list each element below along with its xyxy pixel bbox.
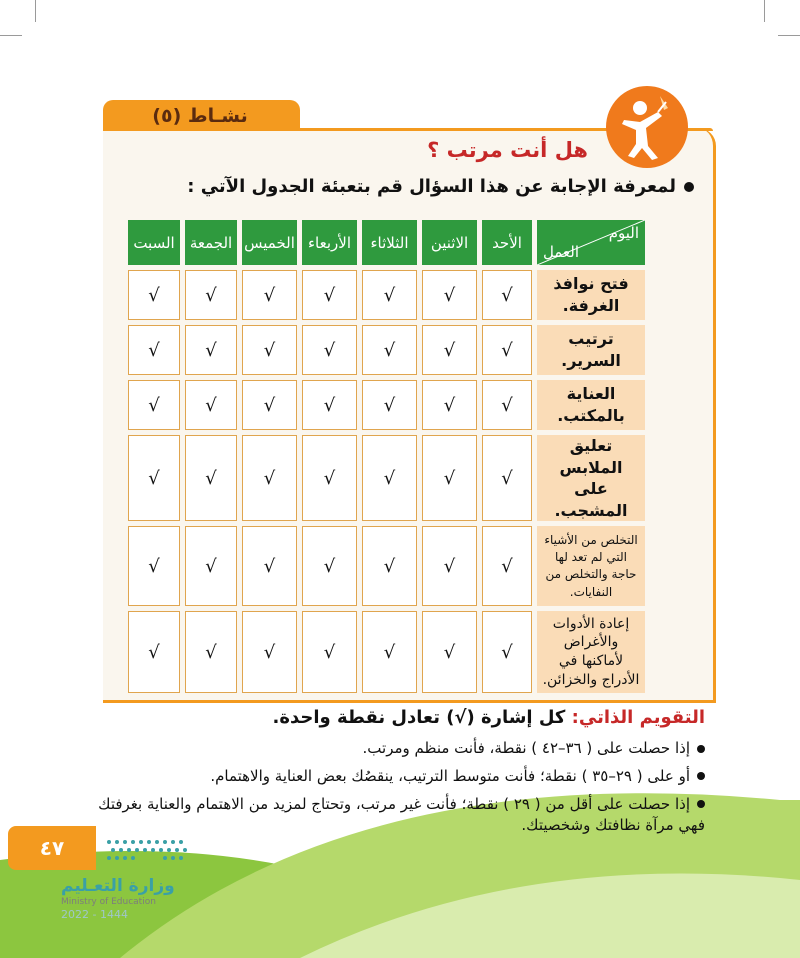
list-item-text: إذا حصلت على أقل من ( ٢٩ ) نقطة؛ فأنت غير مرتب، وتحتاج لمزيد من الاهتمام والعناية بغرفتك فهي مرآة نظافتك وشخصيتك. [98, 794, 705, 835]
ministry-logo-english: Ministry of Education [61, 897, 156, 907]
check-cell[interactable]: √ [362, 325, 417, 375]
check-cell[interactable]: √ [242, 380, 297, 430]
check-cell[interactable]: √ [185, 270, 237, 320]
table-row [128, 526, 645, 606]
self-evaluation-heading [273, 707, 705, 728]
day-header: الثلاثاء [362, 220, 417, 265]
check-cell[interactable]: √ [362, 435, 417, 521]
check-cell[interactable]: √ [482, 325, 532, 375]
day-header: الأربعاء [302, 220, 357, 265]
check-cell[interactable]: √ [128, 435, 180, 521]
self-evaluation-title: التقويم الذاتي: [571, 707, 705, 728]
check-cell[interactable]: √ [482, 435, 532, 521]
check-cell[interactable]: √ [362, 611, 417, 693]
activity-label: التخلص من الأشياء التي لم تعد لها حاجة والتخلص من النفايات. [537, 526, 645, 606]
check-cell[interactable]: √ [422, 380, 477, 430]
table-row [128, 270, 645, 320]
check-cell[interactable]: √ [128, 611, 180, 693]
bullet-icon [697, 800, 705, 808]
check-cell[interactable]: √ [128, 325, 180, 375]
check-cell[interactable]: √ [185, 325, 237, 375]
instruction-text: لمعرفة الإجابة عن هذا السؤال قم بتعبئة الجدول الآتي : [187, 176, 676, 197]
day-header: الاثنين [422, 220, 477, 265]
activity-label: العناية بالمكتب. [537, 380, 645, 430]
list-item-text: إذا حصلت على ( ٣٦–٤٢ ) نقطة، فأنت منظم ومرتب. [362, 739, 690, 757]
check-cell[interactable]: √ [185, 611, 237, 693]
check-cell[interactable]: √ [242, 325, 297, 375]
table-row [128, 325, 645, 375]
table-row [128, 435, 645, 521]
check-cell[interactable]: √ [302, 325, 357, 375]
table-header-row [128, 220, 645, 265]
activity-question: هل أنت مرتب ؟ [427, 138, 588, 162]
table-row [128, 611, 645, 693]
table-row [128, 380, 645, 430]
check-cell[interactable]: √ [128, 526, 180, 606]
activity-instruction [187, 176, 694, 197]
check-cell[interactable]: √ [242, 611, 297, 693]
check-cell[interactable]: √ [362, 380, 417, 430]
check-cell[interactable]: √ [242, 270, 297, 320]
check-cell[interactable]: √ [482, 380, 532, 430]
activity-title: نشـاط (٥) [152, 105, 248, 127]
bullet-icon [697, 745, 705, 753]
activity-label: ترتيب السرير. [537, 325, 645, 375]
check-cell[interactable]: √ [185, 435, 237, 521]
activity-logo [606, 86, 688, 168]
child-figure-icon [606, 86, 688, 168]
day-header: الخميس [242, 220, 297, 265]
day-header: السبت [128, 220, 180, 265]
bullet-icon [697, 772, 705, 780]
check-cell[interactable]: √ [422, 325, 477, 375]
dotted-decoration-icon [103, 834, 193, 868]
check-cell[interactable]: √ [302, 526, 357, 606]
check-cell[interactable]: √ [482, 526, 532, 606]
check-cell[interactable]: √ [302, 611, 357, 693]
check-cell[interactable]: √ [185, 380, 237, 430]
check-cell[interactable]: √ [302, 270, 357, 320]
check-cell[interactable]: √ [362, 526, 417, 606]
list-item [85, 794, 705, 838]
check-cell[interactable]: √ [302, 380, 357, 430]
check-cell[interactable]: √ [422, 270, 477, 320]
check-cell[interactable]: √ [185, 526, 237, 606]
check-cell[interactable]: √ [422, 435, 477, 521]
activity-label: فتح نوافذ الغرفة. [537, 270, 645, 320]
ministry-year: 2022 - 1444 [61, 908, 128, 921]
check-cell[interactable]: √ [422, 526, 477, 606]
check-cell[interactable]: √ [302, 435, 357, 521]
ministry-logo-arabic: وزارة التعـليم [61, 876, 175, 896]
check-cell[interactable]: √ [482, 611, 532, 693]
list-item [85, 766, 705, 788]
check-cell[interactable]: √ [242, 526, 297, 606]
list-item-text: أو على ( ٢٩–٣٥ ) نقطة؛ فأنت متوسط الترتيب، ينقصُك بعض العناية والاهتمام. [210, 766, 690, 785]
bullet-icon [684, 182, 694, 192]
page-number: ٤٧ [39, 836, 65, 860]
check-cell[interactable]: √ [242, 435, 297, 521]
corner-header [537, 220, 645, 265]
corner-day-label: اليوم [608, 224, 639, 242]
check-cell[interactable]: √ [128, 380, 180, 430]
self-evaluation-list [85, 738, 705, 843]
self-evaluation-text: كل إشارة (√) تعادل نقطة واحدة. [272, 707, 566, 728]
activity-label: إعادة الأدوات والأغراض لأماكنها في الأدراج والخزائن. [537, 611, 645, 693]
day-header: الأحد [482, 220, 532, 265]
check-cell[interactable]: √ [362, 270, 417, 320]
check-cell[interactable]: √ [422, 611, 477, 693]
corner-work-label: العمل [543, 243, 580, 261]
day-header: الجمعة [185, 220, 237, 265]
activity-label: تعليق الملابس على المشجب. [537, 435, 645, 521]
list-item [85, 738, 705, 760]
activity-table [123, 215, 650, 698]
check-cell[interactable]: √ [128, 270, 180, 320]
check-cell[interactable]: √ [482, 270, 532, 320]
